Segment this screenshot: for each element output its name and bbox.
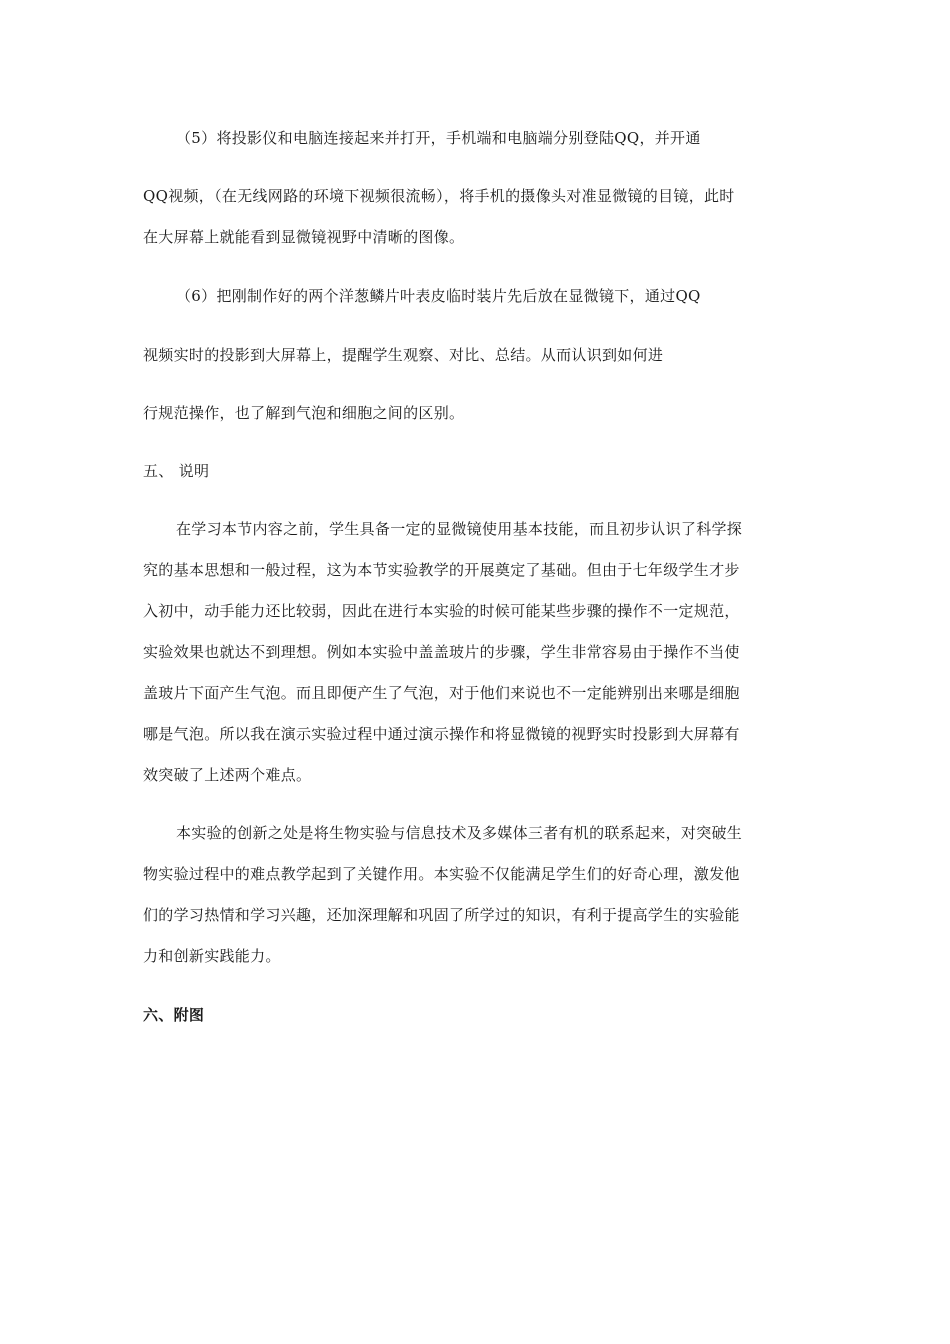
section5-heading: 五、 说明: [143, 462, 210, 480]
step6-line3: 行规范操作，也了解到气泡和细胞之间的区别。: [143, 404, 465, 422]
para1-line2: 究的基本思想和一般过程，这为本节实验教学的开展奠定了基础。但由于七年级学生才步: [143, 561, 740, 579]
step5-line1: （5）将投影仪和电脑连接起来并打开，手机端和电脑端分别登陆QQ，并开通: [176, 129, 701, 147]
para2-line3: 们的学习热情和学习兴趣，还加深理解和巩固了所学过的知识，有利于提高学生的实验能: [143, 906, 740, 924]
para1-line3: 入初中，动手能力还比较弱，因此在进行本实验的时候可能某些步骤的操作不一定规范，: [143, 602, 740, 620]
step6-line2: 视频实时的投影到大屏幕上，提醒学生观察、对比、总结。从而认识到如何进: [143, 346, 664, 364]
para2-line2: 物实验过程中的难点教学起到了关键作用。本实验不仅能满足学生们的好奇心理，激发他: [143, 865, 740, 883]
para1-line7: 效突破了上述两个难点。: [143, 766, 312, 784]
para1-line4: 实验效果也就达不到理想。例如本实验中盖盖玻片的步骤，学生非常容易由于操作不当使: [143, 643, 740, 661]
para1-line5: 盖玻片下面产生气泡。而且即便产生了气泡，对于他们来说也不一定能辨别出来哪是细胞: [143, 684, 740, 702]
para1-line6: 哪是气泡。所以我在演示实验过程中通过演示操作和将显微镜的视野实时投影到大屏幕有: [143, 725, 740, 743]
step6-line1: （6）把刚制作好的两个洋葱鳞片叶表皮临时装片先后放在显微镜下，通过QQ: [176, 287, 701, 305]
step5-line3: 在大屏幕上就能看到显微镜视野中清晰的图像。: [143, 228, 465, 246]
step5-line2: QQ视频，（在无线网路的环境下视频很流畅），将手机的摄像头对准显微镜的目镜，此时: [143, 187, 735, 205]
section6-heading: 六、附图: [143, 1006, 205, 1024]
para1-line1: 在学习本节内容之前，学生具备一定的显微镜使用基本技能，而且初步认识了科学探: [176, 520, 743, 538]
para2-line1: 本实验的创新之处是将生物实验与信息技术及多媒体三者有机的联系起来，对突破生: [176, 824, 743, 842]
para2-line4: 力和创新实践能力。: [143, 947, 281, 965]
